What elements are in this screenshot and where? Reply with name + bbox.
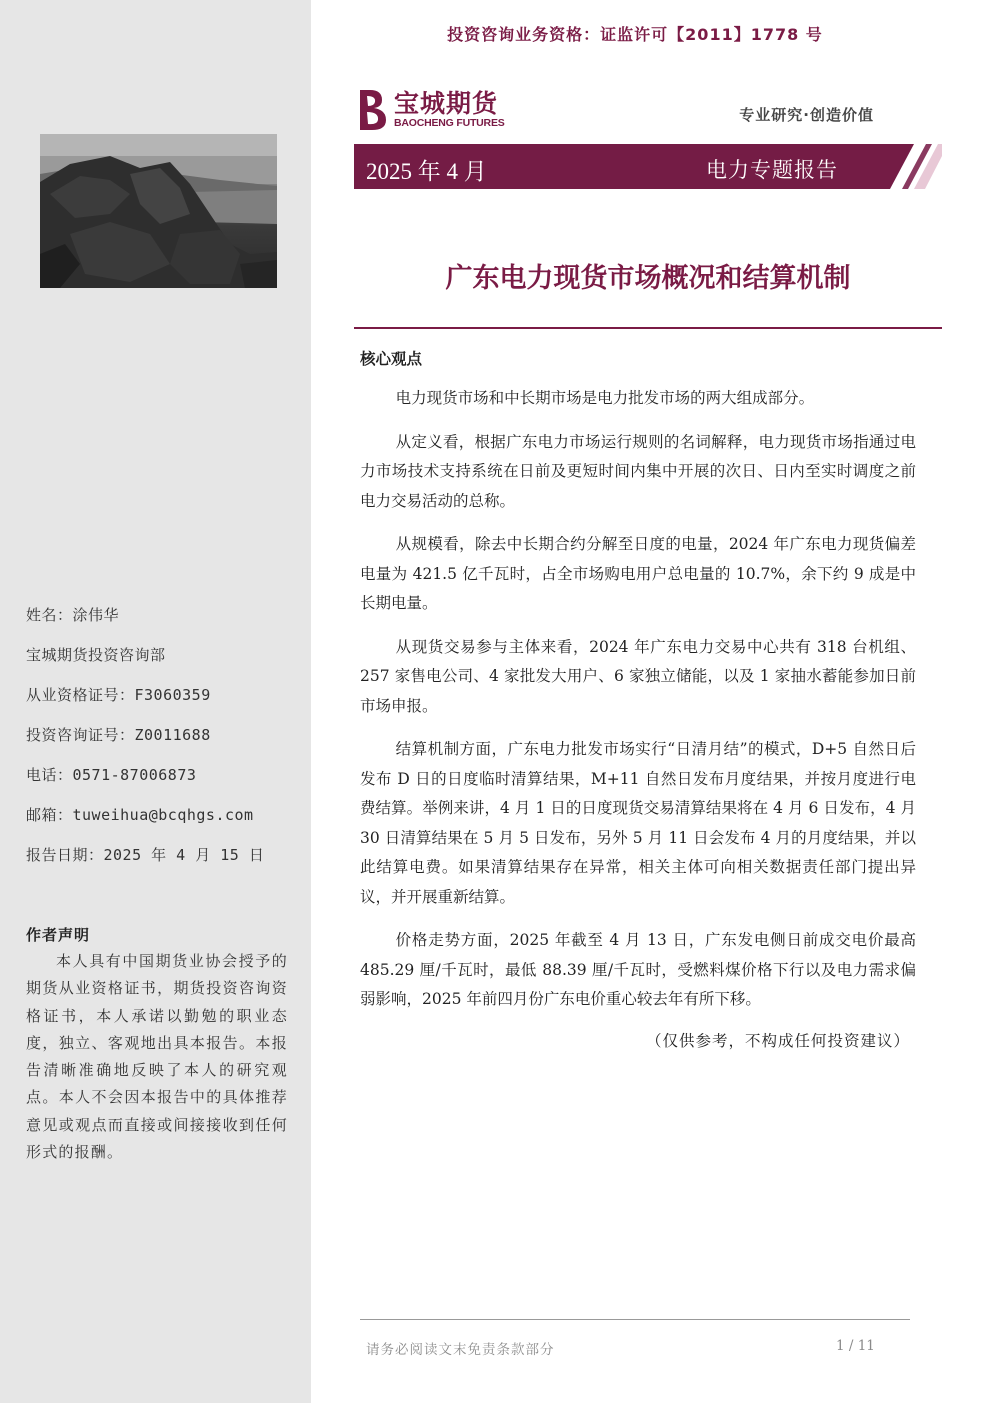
- report-title: 广东电力现货市场概况和结算机制: [445, 263, 851, 294]
- report-banner: [354, 144, 942, 189]
- qualification-notice: 投资咨询业务资格：证监许可【2011】1778 号: [447, 25, 823, 44]
- banner-date: 2025 年 4 月: [366, 159, 487, 184]
- logo-cn-text: 宝城期货: [394, 89, 499, 118]
- author-name: 姓名：涂伟华: [26, 606, 120, 624]
- cover-photo: [40, 134, 277, 288]
- slogan: 专业研究·创造价值: [739, 106, 874, 124]
- paragraph: 从现货交易参与主体来看，2024 年广东电力交易中心共有 318 台机组、257 家售电公司、4 家批发大用户、6 家独立储能，以及 1 家抽水蓄能参加日前市场申报。: [360, 637, 916, 715]
- paragraph: 价格走势方面，2025 年截至 4 月 13 日，广东发电侧日前成交电价最高 485.29 厘/千瓦时，最低 88.39 厘/千瓦时，受燃料煤价格下行以及电力需求偏弱影响，2025 年前四月份广东电价重心较去年有所下移。: [360, 931, 916, 1008]
- advisory-license: 投资咨询证号：Z0011688: [26, 726, 211, 744]
- sidebar: [0, 0, 311, 1403]
- declaration-body: 本人具有中国期货业协会授予的期货从业资格证书，期货投资咨询资格证书，本人承诺以勤勉的职业态度，独立、客观地出具本报告。本报告清晰准确地反映了本人的研究观点。本人不会因本报告中的具体推荐意见或观点而直接或间接接收到任何形式的报酬。: [26, 952, 288, 1162]
- author-phone: 电话：0571-87006873: [26, 766, 197, 784]
- logo-mark-icon: [356, 86, 390, 130]
- paragraph: 结算机制方面，广东电力批发市场实行“日清月结”的模式，D+5 自然日后发布 D 日的日度临时清算结果，M+11 自然日发布月度结果，并按月度进行电费结算。举例来讲，4 月 1 日的日度现货交易清算结果将在 4 月 6 日发布，4 月 30 日清算结果在 5 月 5 日发布，另外 5 月 11 日会发布 4 月的月度结果，并以此结算电费。如果清算结果存在异常，相关主体可向相关数据责任部门提出异议，并开展重新结算。: [360, 740, 916, 906]
- company-logo: [356, 86, 526, 132]
- author-info: [26, 603, 296, 883]
- practice-license: 从业资格证号：F3060359: [26, 686, 211, 704]
- title-divider: [354, 327, 942, 329]
- author-department: 宝城期货投资咨询部: [26, 646, 166, 664]
- section-heading: 核心观点: [360, 350, 423, 368]
- footer-disclaimer: 请务必阅读文末免责条款部分: [366, 1342, 555, 1358]
- report-date: 报告日期：2025 年 4 月 15 日: [26, 846, 265, 864]
- main-content: [360, 384, 916, 1051]
- author-email: 邮箱：tuweihua@bcqhgs.com: [26, 806, 254, 824]
- paragraph: 从定义看，根据广东电力市场运行规则的名词解释，电力现货市场指通过电力市场技术支持系统在日前及更短时间内集中开展的次日、日内至实时调度之前电力交易活动的总称。: [360, 432, 916, 510]
- banner-report-type: 电力专题报告: [706, 158, 838, 182]
- disclaimer-note: （仅供参考，不构成任何投资建议）: [645, 1031, 910, 1050]
- footer-divider: [360, 1319, 910, 1320]
- declaration-title: 作者声明: [26, 926, 91, 944]
- paragraph: 从规模看，除去中长期合约分解至日度的电量，2024 年广东电力现货偏差电量为 421.5 亿千瓦时，占全市场购电用户总电量的 10.7%，余下约 9 成是中长期电量。: [360, 535, 916, 612]
- logo-en-text: BAOCHENG FUTURES: [394, 117, 505, 129]
- page-number: 1 / 11: [836, 1338, 875, 1354]
- paragraph: 电力现货市场和中长期市场是电力批发市场的两大组成部分。: [395, 389, 815, 407]
